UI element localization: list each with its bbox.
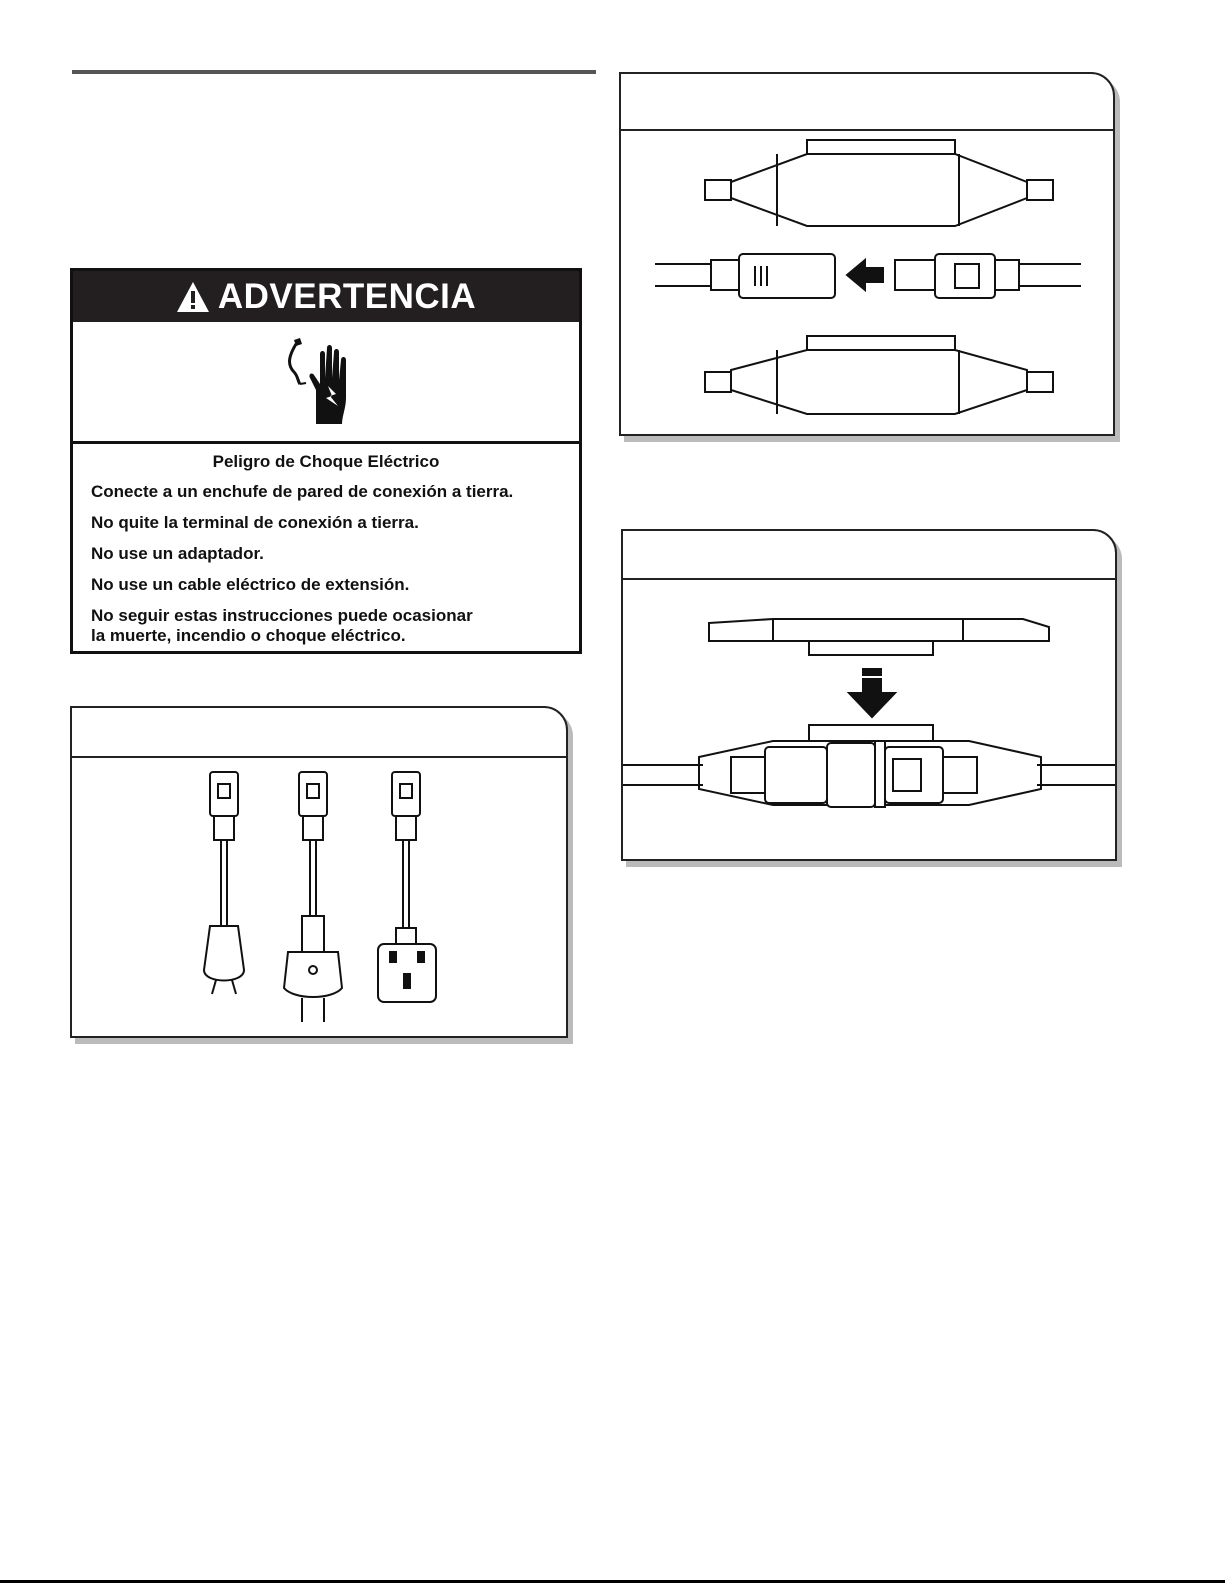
arrow-left-icon — [847, 260, 883, 290]
warning-icon-area — [73, 322, 579, 444]
figure-power-cords — [70, 706, 568, 1038]
electric-shock-hand-icon — [276, 334, 376, 430]
locked-connector-icon — [623, 725, 1115, 807]
figure-lock-connector — [621, 529, 1117, 861]
warning-text — [73, 444, 579, 646]
warning-header — [73, 271, 579, 322]
warning-triangle-icon — [176, 281, 210, 313]
connector-left-icon — [711, 254, 835, 298]
bottom-rule — [0, 1580, 1225, 1583]
arrow-down-icon — [849, 669, 895, 717]
warning-title: ADVERTENCIA — [217, 276, 477, 316]
warning-line-5a: No seguir estas instrucciones puede ocasionar — [91, 606, 473, 625]
top-rule — [72, 70, 596, 74]
warning-box — [70, 268, 582, 654]
connect-illustration — [621, 74, 1113, 434]
warning-line-4: No use un cable eléctrico de extensión. — [91, 575, 410, 594]
warning-line-2: No quite la terminal de conexión a tierra. — [91, 513, 419, 532]
cover-lid-icon — [709, 619, 1049, 655]
connector-right-icon — [895, 254, 1019, 298]
warning-line-5 — [91, 606, 561, 646]
warning-line-3: No use un adaptador. — [91, 544, 264, 563]
cover-bottom-icon — [705, 336, 1053, 414]
lock-illustration — [623, 531, 1115, 859]
au-plug-cord-icon — [204, 772, 244, 994]
uk-plug-cord-icon — [378, 772, 436, 1002]
warning-subtitle: Peligro de Choque Eléctrico — [212, 452, 440, 471]
cover-top-icon — [705, 140, 1053, 226]
power-cords-illustration — [72, 708, 566, 1036]
eu-plug-cord-icon — [284, 772, 342, 1022]
warning-line-5b: la muerte, incendio o choque eléctrico. — [91, 626, 406, 645]
warning-line-1: Conecte a un enchufe de pared de conexión a tierra. — [91, 482, 514, 501]
figure-connect-cords — [619, 72, 1115, 436]
